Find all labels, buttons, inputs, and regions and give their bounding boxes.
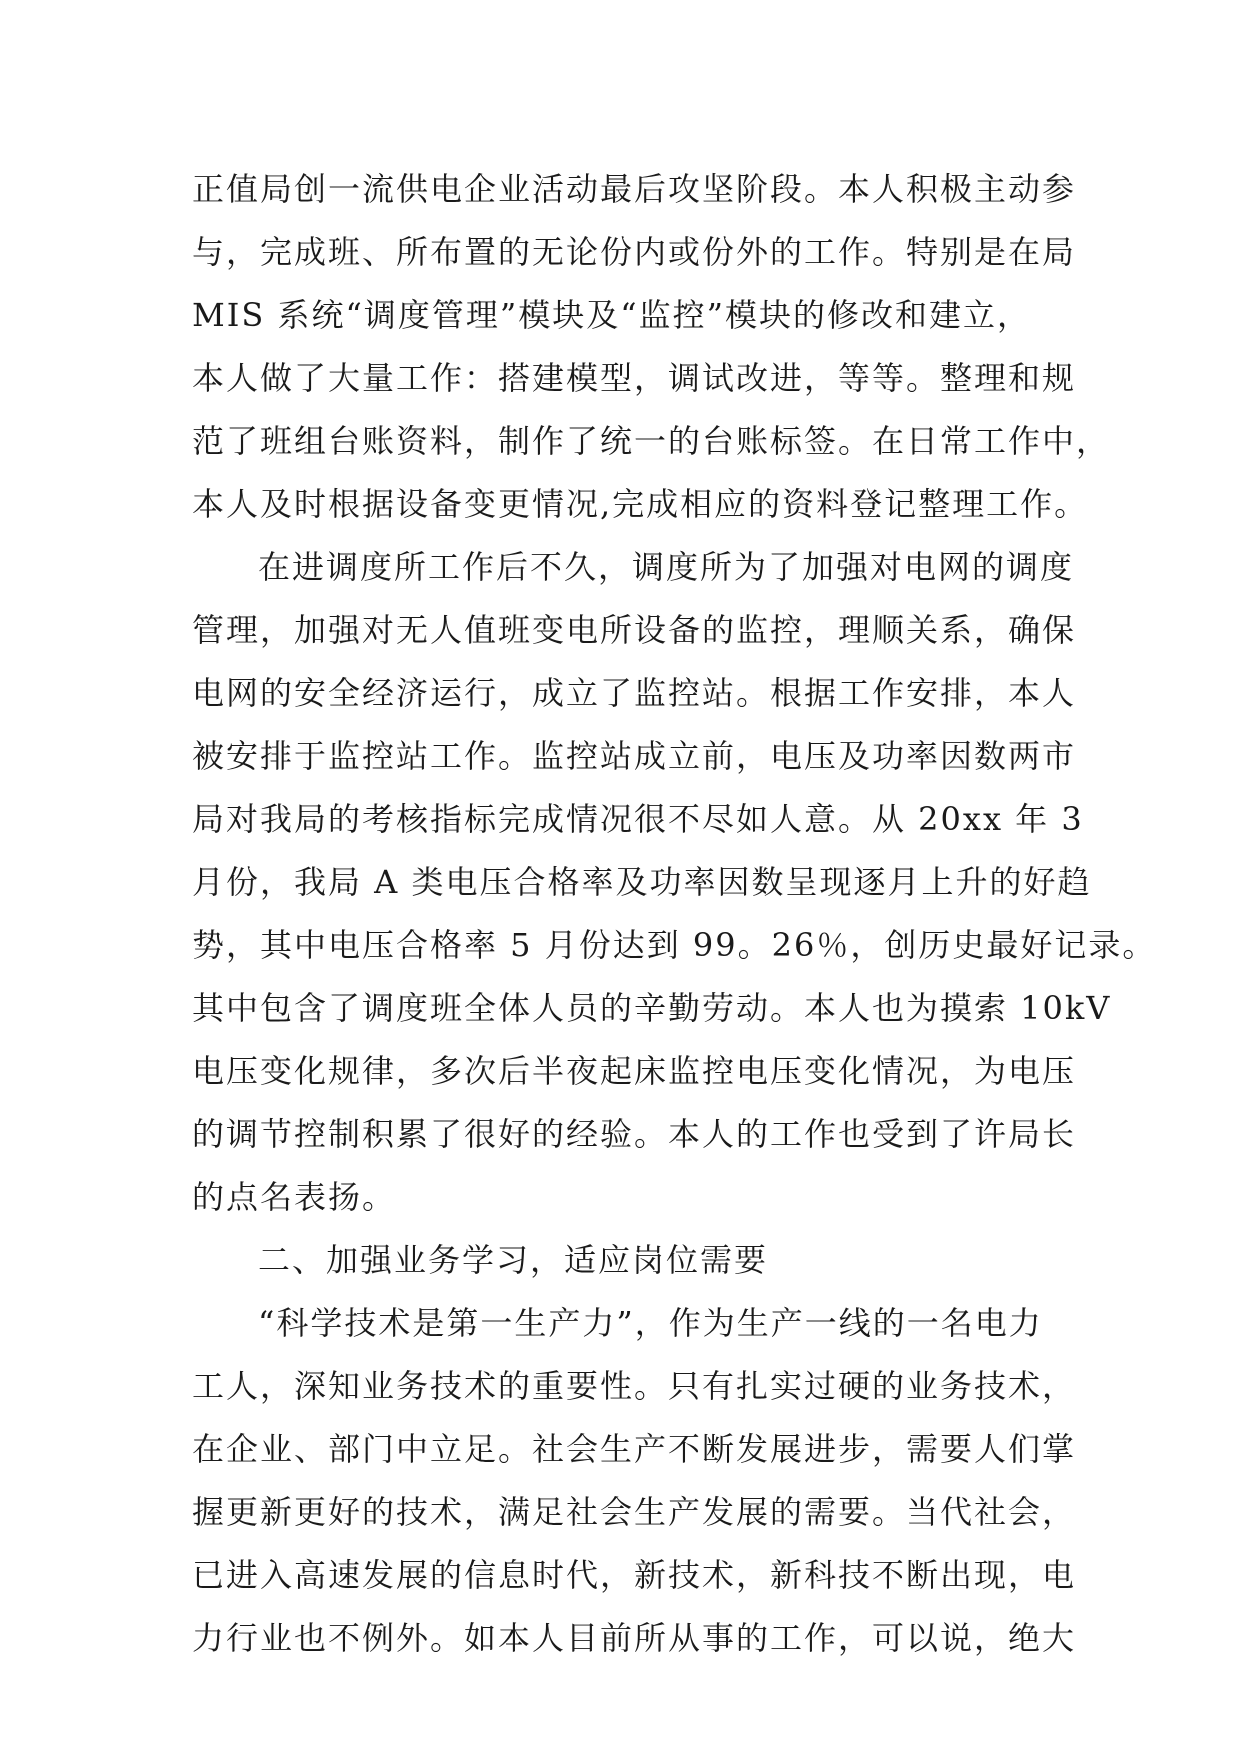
paragraph-start-line: “科学技术是第一生产力”，作为生产一线的一名电力: [258, 1304, 1043, 1342]
text-line: 月份，我局 A 类电压合格率及功率因数呈现逐月上升的好趋: [192, 863, 1092, 901]
text-line: 管理，加强对无人值班变电所设备的监控，理顺关系，确保: [192, 611, 1077, 649]
text-line: 在企业、部门中立足。社会生产不断发展进步，需要人们掌: [192, 1430, 1077, 1468]
text-line: 其中包含了调度班全体人员的辛勤劳动。本人也为摸索 10kV: [192, 989, 1112, 1027]
text-line: 势，其中电压合格率 5 月份达到 99。26％，创历史最好记录。: [192, 926, 1157, 964]
paragraph-start-line: 在进调度所工作后不久，调度所为了加强对电网的调度: [258, 548, 1075, 586]
text-line: 本人做了大量工作：搭建模型，调试改进，等等。整理和规: [192, 359, 1077, 397]
text-line: 力行业也不例外。如本人目前所从事的工作，可以说，绝大: [192, 1619, 1077, 1657]
text-line: MIS 系统“调度管理”模块及“监控”模块的修改和建立，: [192, 296, 1031, 334]
text-line: 电压变化规律，多次后半夜起床监控电压变化情况，为电压: [192, 1052, 1077, 1090]
text-line: 本人及时根据设备变更情况,完成相应的资料登记整理工作。: [192, 485, 1089, 523]
section-heading: 二、加强业务学习，适应岗位需要: [258, 1241, 769, 1279]
text-line: 的调节控制积累了很好的经验。本人的工作也受到了许局长: [192, 1115, 1077, 1153]
text-line: 的点名表扬。: [192, 1178, 397, 1216]
text-line: 与，完成班、所布置的无论份内或份外的工作。特别是在局: [192, 233, 1077, 271]
text-line: 电网的安全经济运行，成立了监控站。根据工作安排，本人: [192, 674, 1077, 712]
text-line: 被安排于监控站工作。监控站成立前，电压及功率因数两市: [192, 737, 1077, 775]
text-line: 握更新更好的技术，满足社会生产发展的需要。当代社会，: [192, 1493, 1077, 1531]
body-text: [192, 158, 1157, 1670]
text-line: 局对我局的考核指标完成情况很不尽如人意。从 20xx 年 3: [192, 800, 1084, 838]
text-line: 工人，深知业务技术的重要性。只有扎实过硬的业务技术，: [192, 1367, 1077, 1405]
text-line: 已进入高速发展的信息时代，新技术，新科技不断出现，电: [192, 1556, 1077, 1594]
text-line: 正值局创一流供电企业活动最后攻坚阶段。本人积极主动参: [192, 170, 1077, 208]
text-line: 范了班组台账资料，制作了统一的台账标签。在日常工作中，: [192, 422, 1111, 460]
